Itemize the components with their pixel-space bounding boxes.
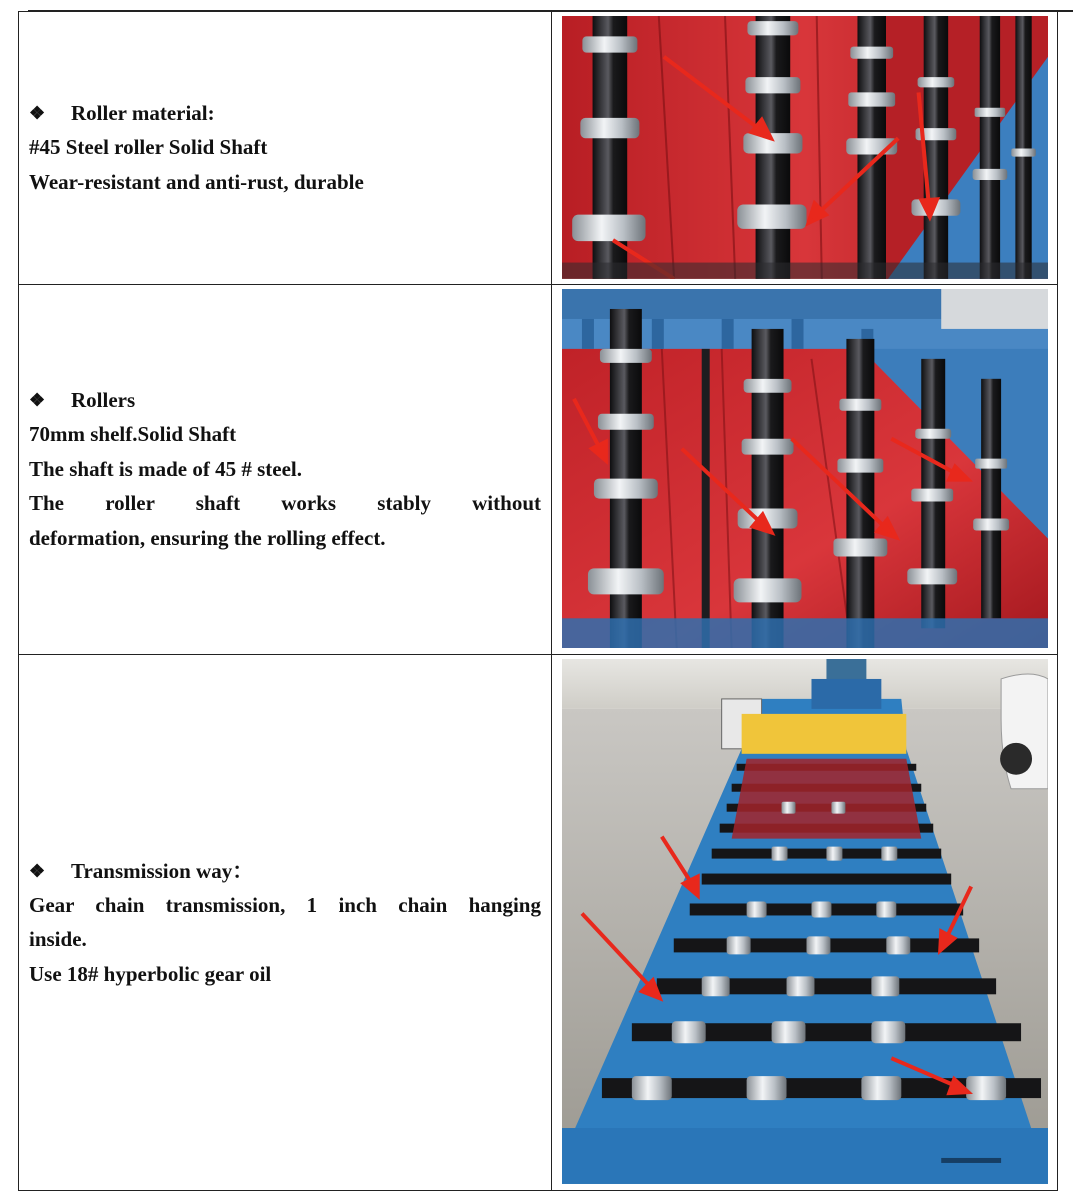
roller-closeup-photo xyxy=(562,16,1048,279)
machine-overview-photo xyxy=(562,659,1048,1184)
rollers-photo xyxy=(562,289,1048,648)
spec-table xyxy=(18,11,1058,1191)
text-line: The shaft is made of 45 # steel. xyxy=(29,456,302,481)
diamond-bullet-icon: ❖ xyxy=(29,103,46,124)
diamond-bullet-icon: ❖ xyxy=(29,390,46,411)
text-line: #45 Steel roller Solid Shaft xyxy=(29,135,268,160)
diamond-bullet-icon: ❖ xyxy=(29,860,46,881)
text-line: Wear-resistant and anti-rust, durable xyxy=(29,169,364,194)
text-cell-rollers xyxy=(19,284,552,654)
section-heading xyxy=(29,854,541,888)
section-heading xyxy=(29,96,541,130)
heading-text: Transmission way： xyxy=(71,858,254,883)
text-line: Gear chain transmission, 1 inch chain hanging xyxy=(29,892,541,917)
table-row xyxy=(19,654,1058,1190)
text-line: Use 18# hyperbolic gear oil xyxy=(29,961,272,986)
table-row xyxy=(19,284,1058,654)
table-row xyxy=(19,12,1058,285)
section-heading xyxy=(29,383,541,417)
photo-cell xyxy=(552,12,1058,285)
text-line: deformation, ensuring the rolling effect. xyxy=(29,525,386,550)
text-cell-roller-material xyxy=(19,12,552,285)
heading-text: Rollers xyxy=(71,388,136,413)
text-line: 70mm shelf.Solid Shaft xyxy=(29,422,237,447)
photo-cell xyxy=(552,284,1058,654)
text-cell-transmission xyxy=(19,654,552,1190)
heading-text: Roller material: xyxy=(71,101,215,126)
text-line: The roller shaft works stably without xyxy=(29,491,541,516)
text-line: inside. xyxy=(29,927,87,952)
photo-cell xyxy=(552,654,1058,1190)
